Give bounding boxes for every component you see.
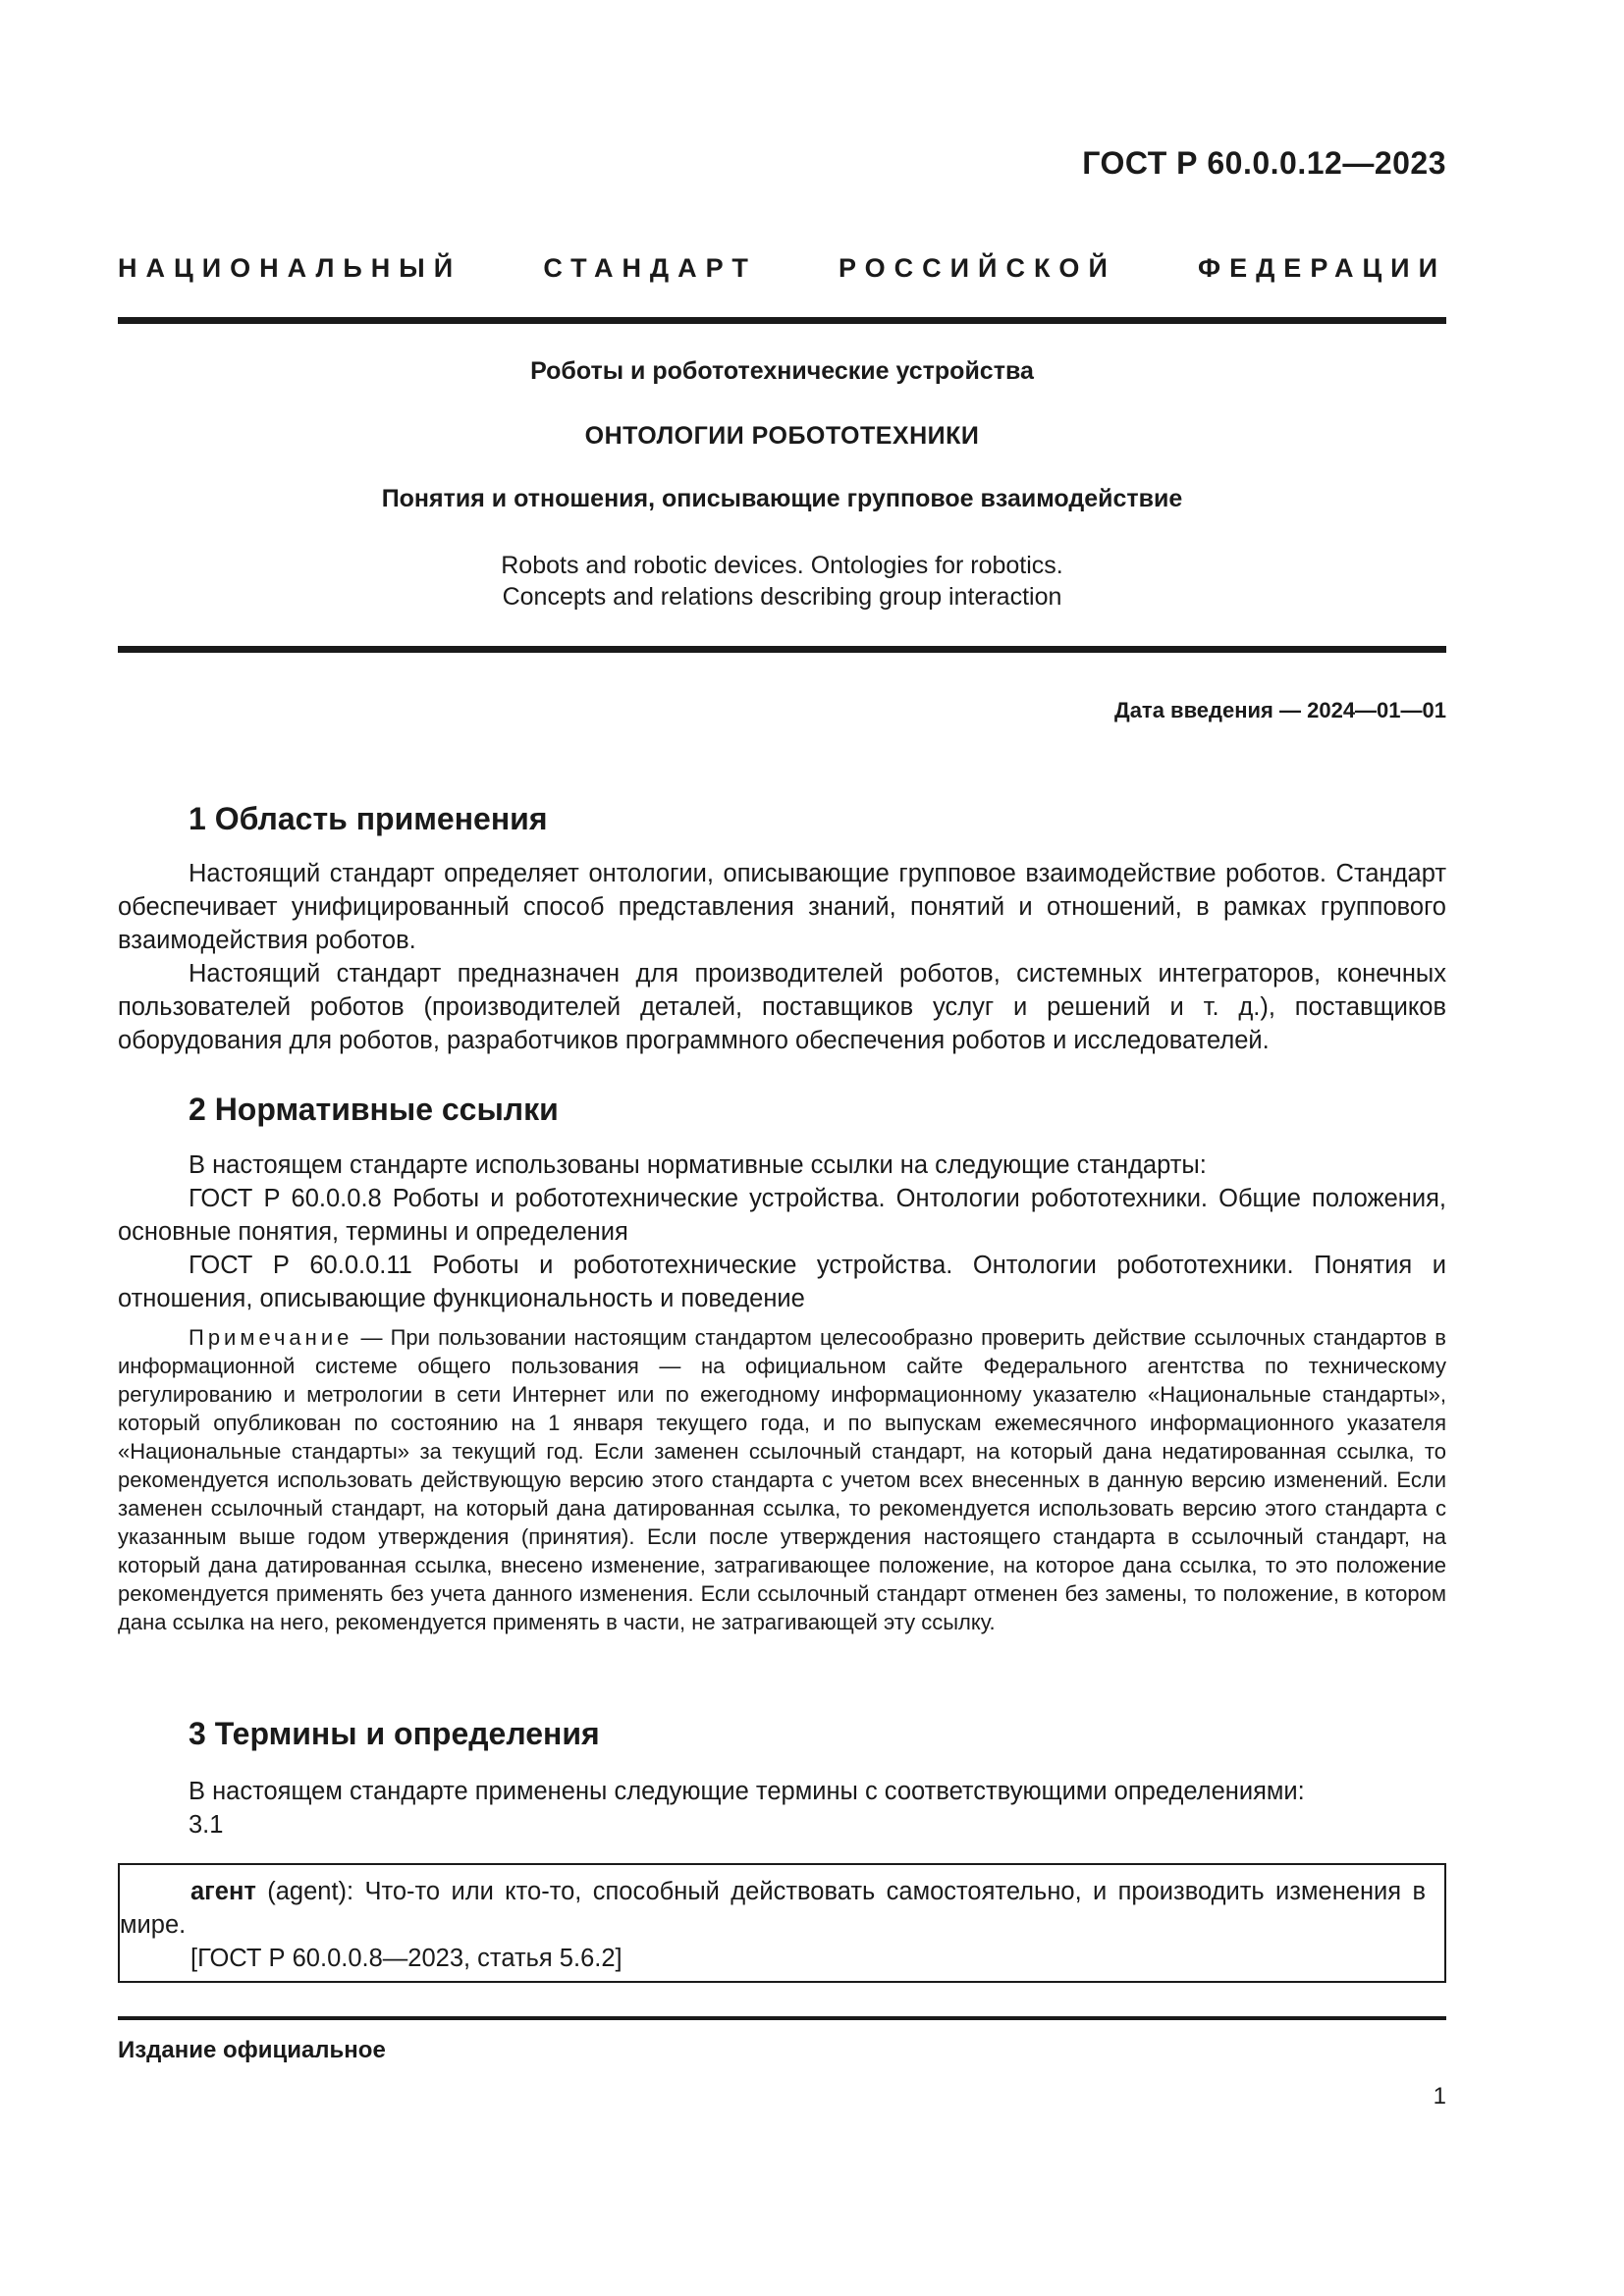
note-paragraph: [118, 1323, 1446, 1636]
term-definition-body: (agent): Что-то или кто-то, способный действовать самостоятельно, и производить изменения в мире.: [120, 1878, 1426, 1939]
footer-divider: [118, 2016, 1446, 2020]
document-page: [118, 0, 1446, 2296]
section-heading-normative-references: 2 Нормативные ссылки: [189, 1092, 559, 1127]
reference-item: ГОСТ Р 60.0.0.8 Роботы и робототехнические устройства. Онтологии робототехники. Общие положения, основные понятия, термины и определения: [118, 1185, 1446, 1246]
section-body-scope: [118, 857, 1446, 1057]
standard-number: ГОСТ Р 60.0.0.12—2023: [1082, 145, 1446, 181]
section-body-normative-references: [118, 1148, 1446, 1315]
reference-item: ГОСТ Р 60.0.0.11 Роботы и робототехнические устройства. Онтологии робототехники. Понятия и отношения, описывающие функциональность и поведение: [118, 1252, 1446, 1312]
title-general: Роботы и робототехнические устройства: [530, 357, 1034, 385]
title-english-line-2: Concepts and relations describing group interaction: [502, 583, 1062, 611]
national-standard-title: НАЦИОНАЛЬНЫЙ СТАНДАРТ РОССИЙСКОЙ ФЕДЕРАЦИИ: [118, 253, 1446, 283]
term-definition: [120, 1875, 1426, 1942]
header-divider: [118, 317, 1446, 324]
section-heading-terms: 3 Термины и определения: [189, 1716, 600, 1751]
section-heading-scope: 1 Область применения: [189, 801, 548, 836]
title-main: ОНТОЛОГИИ РОБОТОТЕХНИКИ: [584, 422, 980, 450]
edition-label: Издание официальное: [118, 2037, 386, 2063]
paragraph: Настоящий стандарт определяет онтологии, описывающие групповое взаимодействие роботов. Стандарт обеспечивает унифицированный способ представления знаний, понятий и отношений, в рамках группового взаимодействия роботов.: [118, 860, 1446, 954]
section-body-terms: [118, 1775, 1446, 1842]
note-text: — При пользовании настоящим стандартом целесообразно проверить действие ссылочных стандартов в информационной системе общего пользования — на официальном сайте Федерального агентства по техническому регулированию и метрологии в сети Интернет или по ежегодному информационному указателю «Национальные стандарты», который опубликован по состоянию на 1 января текущего года, и по выпускам ежемесячного информационного указателя «Национальные стандарты» за текущий год. Если заменен ссылочный стандарт, на который дана недатированная ссылка, то рекомендуется использовать действующую версию этого стандарта с учетом всех внесенных в данную версию изменений. Если заменен ссылочный стандарт, на который дана датированная ссылка, то рекомендуется использовать версию этого стандарта с указанным выше годом утверждения (принятия). Если после утверждения настоящего стандарта в ссылочный стандарт, на который дана датированная ссылка, внесено изменение, затрагивающее положение, на которое дана ссылка, то это положение рекомендуется применять без учета данного изменения. Если ссылочный стандарт отменен без замены, то положение, в котором дана ссылка на него, рекомендуется применять в части, не затрагивающей эту ссылку.: [118, 1325, 1446, 1634]
paragraph: Настоящий стандарт предназначен для производителей роботов, системных интеграторов, конечных пользователей роботов (производителей деталей, поставщиков услуг и решений и т. д.), поставщиков оборудования для роботов, разработчиков программного обеспечения роботов и исследователей.: [118, 960, 1446, 1054]
term-source: [ГОСТ Р 60.0.0.8—2023, статья 5.6.2]: [190, 1945, 623, 1972]
term-word: агент: [190, 1878, 256, 1905]
title-english-line-1: Robots and robotic devices. Ontologies for robotics.: [501, 552, 1063, 579]
title-specific: Понятия и отношения, описывающие групповое взаимодействие: [381, 485, 1183, 512]
page-number: 1: [1433, 2083, 1446, 2109]
paragraph: В настоящем стандарте применены следующие термины с соответствующими определениями:: [189, 1778, 1305, 1805]
introduction-date: Дата введения — 2024—01—01: [1114, 698, 1446, 722]
term-number: 3.1: [189, 1811, 224, 1839]
term-definition-text: [120, 1875, 1426, 1975]
paragraph: В настоящем стандарте использованы нормативные ссылки на следующие стандарты:: [189, 1151, 1207, 1179]
title-divider: [118, 646, 1446, 653]
term-definition-box: [118, 1863, 1446, 1983]
title-english: [118, 550, 1446, 613]
note-label: Примечание: [189, 1325, 353, 1350]
